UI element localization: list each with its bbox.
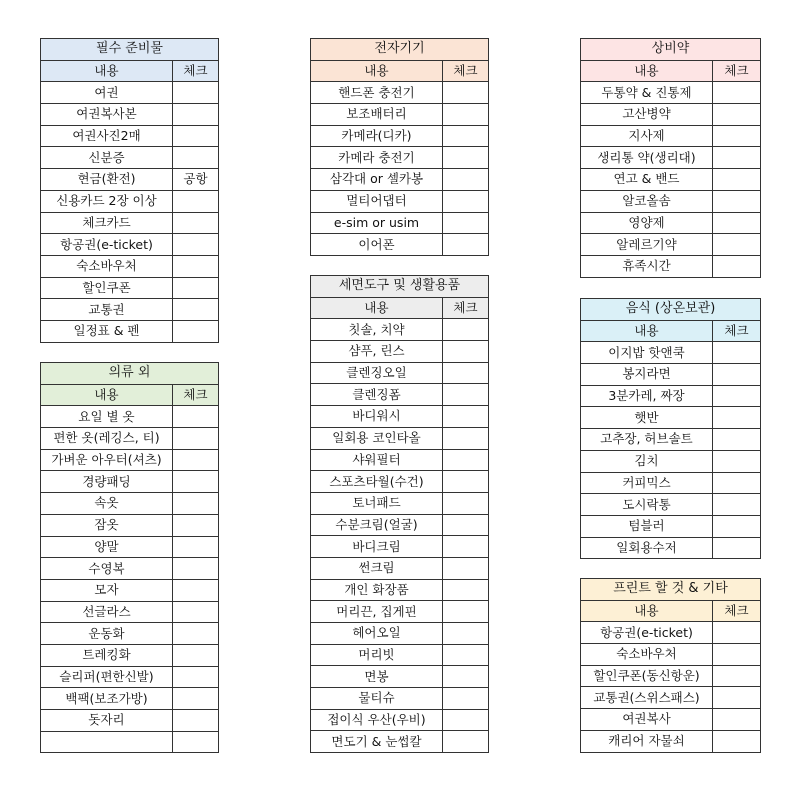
item-cell: 편한 옷(레깅스, 티) (41, 428, 173, 450)
check-cell[interactable] (443, 449, 489, 471)
item-cell: 클렌징오일 (311, 362, 443, 384)
table-row (311, 644, 489, 666)
item-cell: e-sim or usim (311, 212, 443, 234)
table-row (581, 255, 761, 277)
item-cell: 김치 (581, 450, 713, 472)
table-row (581, 665, 761, 687)
column-header-item: 내용 (581, 320, 713, 342)
table-row (581, 494, 761, 516)
item-cell: 할인쿠폰 (41, 277, 173, 299)
item-cell: 양말 (41, 536, 173, 558)
check-cell[interactable] (443, 731, 489, 753)
item-cell: 할인쿠폰(동신항운) (581, 665, 713, 687)
item-cell: 멀티어댑터 (311, 190, 443, 212)
table-row (311, 623, 489, 645)
item-cell: 수분크림(얼굴) (311, 514, 443, 536)
item-cell: 일회용수저 (581, 537, 713, 559)
item-cell (41, 731, 173, 753)
table-row (311, 514, 489, 536)
item-cell: 이지밥 핫앤쿡 (581, 342, 713, 364)
check-cell[interactable] (173, 601, 219, 623)
table-row (311, 601, 489, 623)
item-cell: 스포츠타월(수건) (311, 471, 443, 493)
table-title: 전자기기 (311, 39, 489, 61)
column-header-item: 내용 (581, 60, 713, 82)
table-row (311, 234, 489, 256)
table-row (581, 342, 761, 364)
item-cell: 텀블러 (581, 515, 713, 537)
check-cell[interactable] (173, 449, 219, 471)
table-title: 필수 준비물 (41, 39, 219, 61)
check-cell[interactable] (713, 104, 761, 126)
table-row (581, 407, 761, 429)
check-cell[interactable] (713, 687, 761, 709)
item-cell: 봉지라면 (581, 364, 713, 386)
table-row (311, 169, 489, 191)
table-title: 세면도구 및 생활용품 (311, 276, 489, 298)
table-row (581, 472, 761, 494)
table-row (41, 320, 219, 342)
item-cell: 샴푸, 린스 (311, 341, 443, 363)
item-cell: 여권복사본 (41, 104, 173, 126)
table-row (311, 471, 489, 493)
print-etc-table (580, 578, 761, 753)
item-cell: 체크카드 (41, 212, 173, 234)
table-row (581, 537, 761, 559)
item-cell: 잠옷 (41, 514, 173, 536)
table-row (41, 579, 219, 601)
column-header-item: 내용 (41, 60, 173, 82)
check-cell[interactable] (443, 579, 489, 601)
check-cell[interactable] (173, 579, 219, 601)
check-cell[interactable] (713, 429, 761, 451)
check-cell[interactable] (173, 644, 219, 666)
check-cell[interactable] (713, 169, 761, 191)
item-cell: 휴족시간 (581, 255, 713, 277)
check-cell[interactable] (173, 104, 219, 126)
table-row (41, 190, 219, 212)
table-row (311, 449, 489, 471)
check-cell[interactable] (713, 730, 761, 752)
table-row (581, 622, 761, 644)
check-cell[interactable] (713, 515, 761, 537)
item-cell: 백팩(보조가방) (41, 688, 173, 710)
check-cell[interactable] (713, 494, 761, 516)
column-header-check: 체크 (173, 60, 219, 82)
table-row (311, 125, 489, 147)
table-row (311, 666, 489, 688)
item-cell: 숙소바우처 (41, 255, 173, 277)
table-row (581, 709, 761, 731)
item-cell: 샤워필터 (311, 449, 443, 471)
check-cell[interactable] (173, 688, 219, 710)
table-row (581, 234, 761, 256)
table-row (41, 147, 219, 169)
item-cell: 핸드폰 충전기 (311, 82, 443, 104)
item-cell: 두통약 & 진통제 (581, 82, 713, 104)
item-cell: 토너패드 (311, 492, 443, 514)
table-row (41, 169, 219, 191)
check-cell[interactable] (713, 234, 761, 256)
item-cell: 영양제 (581, 212, 713, 234)
item-cell: 썬크림 (311, 557, 443, 579)
check-cell[interactable] (173, 125, 219, 147)
table-row (41, 471, 219, 493)
table-row (41, 449, 219, 471)
item-cell: 수영복 (41, 558, 173, 580)
check-cell[interactable] (713, 709, 761, 731)
check-cell[interactable] (713, 472, 761, 494)
table-row (41, 644, 219, 666)
table-row (581, 730, 761, 752)
item-cell: 신용카드 2장 이상 (41, 190, 173, 212)
check-cell[interactable] (443, 471, 489, 493)
table-row (311, 362, 489, 384)
table-row (41, 666, 219, 688)
essentials-table (40, 38, 219, 343)
check-cell[interactable] (173, 212, 219, 234)
table-row (311, 147, 489, 169)
table-row (311, 104, 489, 126)
table-row (41, 558, 219, 580)
check-cell[interactable] (173, 558, 219, 580)
table-row (581, 429, 761, 451)
item-cell: 연고 & 밴드 (581, 169, 713, 191)
item-cell: 클렌징폼 (311, 384, 443, 406)
table-row (581, 385, 761, 407)
check-cell[interactable] (443, 536, 489, 558)
item-cell: 가벼운 아우터(셔츠) (41, 449, 173, 471)
table-row (41, 428, 219, 450)
item-cell: 생리통 약(생리대) (581, 147, 713, 169)
item-cell: 면봉 (311, 666, 443, 688)
check-cell[interactable] (173, 428, 219, 450)
item-cell: 일회용 코인타올 (311, 427, 443, 449)
table-title: 프린트 할 것 & 기타 (581, 579, 761, 601)
item-cell: 물티슈 (311, 688, 443, 710)
table-row (311, 82, 489, 104)
item-cell: 이어폰 (311, 234, 443, 256)
item-cell: 운동화 (41, 623, 173, 645)
item-cell: 삼각대 or 셀카봉 (311, 169, 443, 191)
check-cell[interactable] (173, 82, 219, 104)
item-cell: 바디워시 (311, 406, 443, 428)
item-cell: 3분카레, 짜장 (581, 385, 713, 407)
item-cell: 일정표 & 펜 (41, 320, 173, 342)
table-row (311, 492, 489, 514)
item-cell: 알레르기약 (581, 234, 713, 256)
item-cell: 바디크림 (311, 536, 443, 558)
check-cell[interactable] (443, 601, 489, 623)
item-cell: 현금(환전) (41, 169, 173, 191)
electronics-table (310, 38, 489, 256)
table-row (41, 82, 219, 104)
table-row (311, 579, 489, 601)
item-cell: 항공권(e-ticket) (581, 622, 713, 644)
check-cell[interactable] (713, 450, 761, 472)
check-cell[interactable] (713, 342, 761, 364)
table-row (581, 82, 761, 104)
table-row (41, 234, 219, 256)
check-cell[interactable] (443, 104, 489, 126)
item-cell: 모자 (41, 579, 173, 601)
check-cell[interactable] (713, 644, 761, 666)
table-row (41, 125, 219, 147)
table-row (311, 384, 489, 406)
item-cell: 숙소바우처 (581, 644, 713, 666)
check-cell[interactable] (713, 385, 761, 407)
table-row (41, 255, 219, 277)
check-cell[interactable] (443, 82, 489, 104)
table-row (581, 515, 761, 537)
item-cell: 면도기 & 눈썹칼 (311, 731, 443, 753)
item-cell: 보조배터리 (311, 104, 443, 126)
item-cell: 헤어오일 (311, 623, 443, 645)
table-row (41, 688, 219, 710)
item-cell: 여권복사 (581, 709, 713, 731)
check-cell[interactable] (713, 190, 761, 212)
table-row (311, 709, 489, 731)
check-cell[interactable] (443, 169, 489, 191)
check-cell[interactable] (443, 125, 489, 147)
column-header-item: 내용 (41, 384, 173, 406)
check-cell[interactable] (173, 406, 219, 428)
check-cell[interactable] (173, 623, 219, 645)
item-cell: 머리빗 (311, 644, 443, 666)
table-row (41, 406, 219, 428)
item-cell: 머리끈, 집게핀 (311, 601, 443, 623)
table-row (311, 536, 489, 558)
table-row (581, 364, 761, 386)
check-cell[interactable] (443, 147, 489, 169)
check-cell[interactable] (173, 234, 219, 256)
item-cell: 돗자리 (41, 710, 173, 732)
check-cell[interactable] (443, 709, 489, 731)
check-cell[interactable] (443, 492, 489, 514)
column-header-item: 내용 (581, 600, 713, 622)
check-cell[interactable] (443, 341, 489, 363)
table-row (311, 406, 489, 428)
item-cell: 지사제 (581, 125, 713, 147)
table-row (41, 104, 219, 126)
column-header-item: 내용 (311, 297, 443, 319)
item-cell: 캐리어 자물쇠 (581, 730, 713, 752)
check-cell[interactable] (443, 212, 489, 234)
table-row (311, 557, 489, 579)
check-cell[interactable] (443, 557, 489, 579)
item-cell: 신분증 (41, 147, 173, 169)
item-cell: 항공권(e-ticket) (41, 234, 173, 256)
item-cell: 카메라 충전기 (311, 147, 443, 169)
check-cell[interactable] (443, 384, 489, 406)
column-header-check: 체크 (713, 600, 761, 622)
check-cell[interactable] (443, 688, 489, 710)
check-cell[interactable] (173, 710, 219, 732)
item-cell: 여권 (41, 82, 173, 104)
table-row (41, 493, 219, 515)
check-cell[interactable] (713, 82, 761, 104)
check-cell[interactable] (173, 493, 219, 515)
check-cell[interactable] (713, 622, 761, 644)
check-cell[interactable] (173, 731, 219, 753)
check-cell[interactable] (173, 514, 219, 536)
table-row (41, 299, 219, 321)
table-row (41, 731, 219, 753)
table-row (311, 212, 489, 234)
column-header-check: 체크 (173, 384, 219, 406)
item-cell: 햇반 (581, 407, 713, 429)
table-row (311, 319, 489, 341)
item-cell: 카메라(디카) (311, 125, 443, 147)
table-row (581, 644, 761, 666)
check-cell[interactable] (173, 471, 219, 493)
check-cell[interactable] (443, 362, 489, 384)
item-cell: 접이식 우산(우비) (311, 709, 443, 731)
item-cell: 여권사진2매 (41, 125, 173, 147)
item-cell: 개인 화장품 (311, 579, 443, 601)
item-cell: 요일 별 옷 (41, 406, 173, 428)
clothing-table (40, 362, 219, 753)
table-row (41, 623, 219, 645)
check-cell[interactable] (443, 190, 489, 212)
table-row (311, 688, 489, 710)
item-cell: 경량패딩 (41, 471, 173, 493)
item-cell: 커피믹스 (581, 472, 713, 494)
check-cell[interactable]: 공항 (173, 169, 219, 191)
check-cell[interactable] (443, 406, 489, 428)
check-cell[interactable] (173, 320, 219, 342)
check-cell[interactable] (713, 125, 761, 147)
column-header-check: 체크 (713, 320, 761, 342)
check-cell[interactable] (173, 147, 219, 169)
item-cell: 고추장, 허브솔트 (581, 429, 713, 451)
item-cell: 칫솔, 치약 (311, 319, 443, 341)
table-row (41, 212, 219, 234)
column-header-check: 체크 (713, 60, 761, 82)
food-table (580, 298, 761, 559)
table-row (581, 104, 761, 126)
table-title: 음식 (상온보관) (581, 299, 761, 321)
table-row (41, 601, 219, 623)
item-cell: 슬리퍼(편한신발) (41, 666, 173, 688)
table-row (581, 450, 761, 472)
column-header-item: 내용 (311, 60, 443, 82)
toiletries-table (310, 275, 489, 753)
check-cell[interactable] (443, 514, 489, 536)
check-cell[interactable] (443, 623, 489, 645)
table-row (581, 687, 761, 709)
check-cell[interactable] (173, 190, 219, 212)
check-cell[interactable] (173, 666, 219, 688)
item-cell: 고산병약 (581, 104, 713, 126)
table-row (311, 341, 489, 363)
table-row (41, 277, 219, 299)
table-title: 의류 외 (41, 363, 219, 385)
check-cell[interactable] (173, 255, 219, 277)
column-header-check: 체크 (443, 297, 489, 319)
table-row (311, 731, 489, 753)
table-row (311, 427, 489, 449)
check-cell[interactable] (173, 536, 219, 558)
check-cell[interactable] (173, 277, 219, 299)
check-cell[interactable] (713, 537, 761, 559)
check-cell[interactable] (713, 407, 761, 429)
check-cell[interactable] (443, 666, 489, 688)
check-cell[interactable] (713, 255, 761, 277)
check-cell[interactable] (443, 319, 489, 341)
check-cell[interactable] (443, 234, 489, 256)
check-cell[interactable] (713, 147, 761, 169)
table-row (41, 514, 219, 536)
check-cell[interactable] (713, 364, 761, 386)
item-cell: 교통권(스위스패스) (581, 687, 713, 709)
check-cell[interactable] (443, 427, 489, 449)
item-cell: 도시락통 (581, 494, 713, 516)
table-row (581, 212, 761, 234)
table-row (581, 147, 761, 169)
table-row (581, 125, 761, 147)
check-cell[interactable] (443, 644, 489, 666)
item-cell: 교통권 (41, 299, 173, 321)
table-row (311, 190, 489, 212)
table-row (581, 190, 761, 212)
check-cell[interactable] (713, 665, 761, 687)
table-row (41, 536, 219, 558)
check-cell[interactable] (713, 212, 761, 234)
table-title: 상비약 (581, 39, 761, 61)
item-cell: 선글라스 (41, 601, 173, 623)
medicine-table (580, 38, 761, 278)
table-row (581, 169, 761, 191)
item-cell: 알코올솜 (581, 190, 713, 212)
table-row (41, 710, 219, 732)
check-cell[interactable] (173, 299, 219, 321)
item-cell: 속옷 (41, 493, 173, 515)
item-cell: 트레킹화 (41, 644, 173, 666)
column-header-check: 체크 (443, 60, 489, 82)
